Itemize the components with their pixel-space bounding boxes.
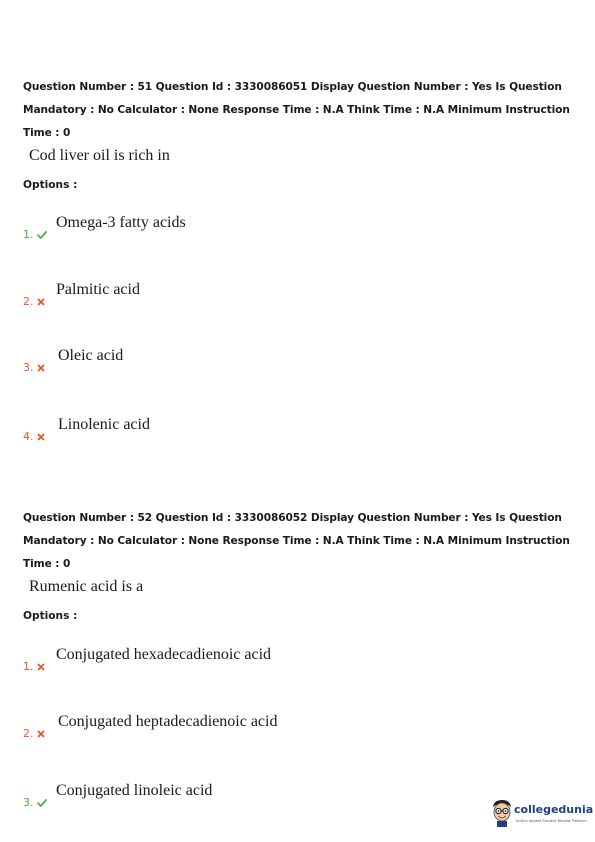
question-meta-line: Time : 0 — [23, 558, 71, 570]
logo-wordmark: collegedunia — [514, 803, 594, 816]
option-text: Conjugated linoleic acid — [56, 782, 213, 799]
option-text: Palmitic acid — [56, 281, 140, 298]
cross-icon — [37, 661, 45, 674]
cross-icon — [37, 296, 45, 309]
option-number: 4. — [23, 430, 45, 444]
question-text: Cod liver oil is rich in — [29, 147, 170, 164]
option-number: 3. — [23, 796, 47, 810]
options-label: Options : — [23, 179, 78, 191]
option-text: Linolenic acid — [58, 416, 150, 433]
check-icon — [37, 797, 47, 810]
question-meta-line: Time : 0 — [23, 127, 71, 139]
option-text: Omega-3 fatty acids — [56, 214, 186, 231]
cross-icon — [37, 728, 45, 741]
check-icon — [37, 229, 47, 242]
option-number: 2. — [23, 295, 45, 309]
option-number: 1. — [23, 228, 47, 242]
options-label: Options : — [23, 610, 78, 622]
question-meta-line: Question Number : 51 Question Id : 3330086051 Display Question Number : Yes Is Question — [23, 81, 562, 93]
question-meta-line: Mandatory : No Calculator : None Response Time : N.A Think Time : N.A Minimum Instruction — [23, 535, 570, 547]
logo-tagline: India's largest Student Review Platform — [516, 819, 587, 823]
collegedunia-logo — [490, 798, 594, 832]
option-number: 3. — [23, 361, 45, 375]
option-text: Oleic acid — [58, 347, 124, 364]
option-text: Conjugated hexadecadienoic acid — [56, 646, 272, 663]
cross-icon — [37, 431, 45, 444]
question-block-51 — [23, 76, 583, 192]
mascot-face-icon — [490, 798, 514, 832]
question-block-52 — [23, 507, 583, 623]
cross-icon — [37, 362, 45, 375]
option-text: Conjugated heptadecadienoic acid — [58, 713, 278, 730]
question-text: Rumenic acid is a — [29, 578, 144, 595]
option-number: 1. — [23, 660, 45, 674]
option-number: 2. — [23, 727, 45, 741]
question-meta-line: Question Number : 52 Question Id : 3330086052 Display Question Number : Yes Is Question — [23, 512, 562, 524]
question-meta — [23, 507, 583, 576]
question-meta — [23, 76, 583, 145]
question-meta-line: Mandatory : No Calculator : None Response Time : N.A Think Time : N.A Minimum Instruction — [23, 104, 570, 116]
